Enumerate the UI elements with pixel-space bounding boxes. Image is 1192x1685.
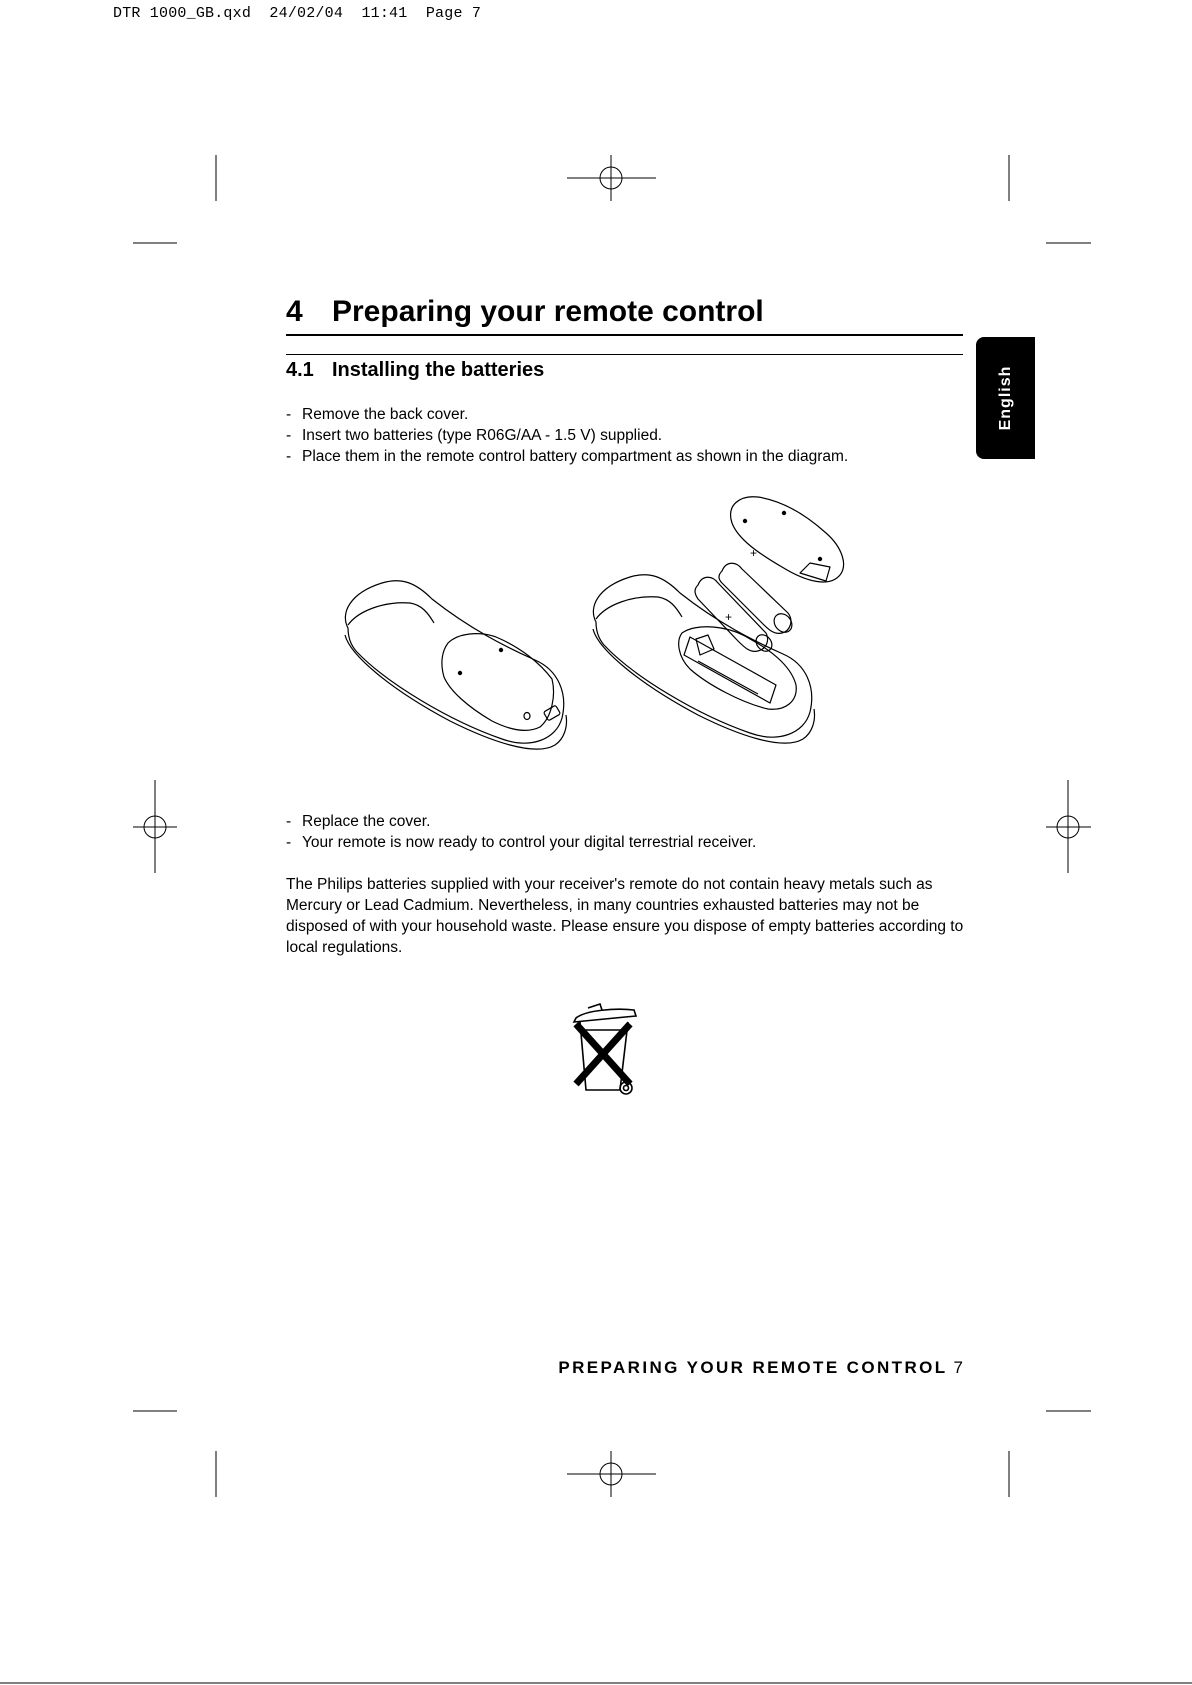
- list-item: - Place them in the remote control battery compartment as shown in the diagram.: [286, 448, 849, 465]
- section-title: Installing the batteries: [332, 359, 545, 381]
- footer-title: PREPARING YOUR REMOTE CONTROL: [558, 1358, 948, 1377]
- step-text: Place them in the remote control battery compartment as shown in the diagram.: [302, 448, 849, 465]
- instruction-list: [286, 404, 848, 467]
- page-footer: [558, 1358, 963, 1378]
- registration-mark-icon: [1046, 780, 1091, 873]
- registration-mark-icon: [133, 780, 177, 873]
- section-number: 4.1: [286, 359, 314, 381]
- chapter-number: 4: [286, 295, 303, 328]
- language-tab: [976, 337, 1035, 459]
- step-text: Insert two batteries (type R06G/AA - 1.5 V) supplied.: [302, 427, 663, 444]
- list-item: - Replace the cover.: [286, 813, 431, 830]
- crossed-out-wheelie-bin-icon: [566, 1000, 646, 1100]
- back-cover-illustration: [731, 497, 844, 582]
- chapter-title: Preparing your remote control: [332, 295, 764, 328]
- list-item: - Remove the back cover.: [286, 406, 469, 423]
- svg-text:+: +: [725, 610, 733, 624]
- battery-disposal-note: The Philips batteries supplied with your receiver's remote do not contain heavy metals such as Mercury or Lead Cadmium. Nevertheless, in many countries exhausted batteries may not be disposed of with your household waste. Please ensure you dispose of empty batteries according to local regulations.: [286, 876, 964, 956]
- list-item: - Insert two batteries (type R06G/AA - 1.5 V) supplied.: [286, 427, 663, 444]
- step-text: Your remote is now ready to control your digital terrestrial receiver.: [302, 834, 757, 851]
- step-text: Replace the cover.: [302, 813, 431, 830]
- instruction-list: [286, 811, 756, 853]
- language-tab-label: English: [996, 365, 1014, 431]
- remote-closed-illustration: [345, 581, 567, 749]
- file-slug: DTR 1000_GB.qxd 24/02/04 11:41 Page 7: [113, 5, 482, 22]
- registration-mark-icon: [567, 1451, 656, 1497]
- remote-control-illustration: [330, 495, 870, 785]
- remote-open-illustration: [593, 575, 815, 743]
- section-divider: [286, 354, 963, 355]
- section-heading: [286, 356, 544, 384]
- page-number: 7: [953, 1358, 963, 1377]
- svg-text:+: +: [750, 546, 758, 560]
- step-text: Remove the back cover.: [302, 406, 469, 423]
- registration-mark-icon: [567, 155, 656, 201]
- list-item: - Your remote is now ready to control your digital terrestrial receiver.: [286, 834, 757, 851]
- chapter-heading: [286, 292, 963, 336]
